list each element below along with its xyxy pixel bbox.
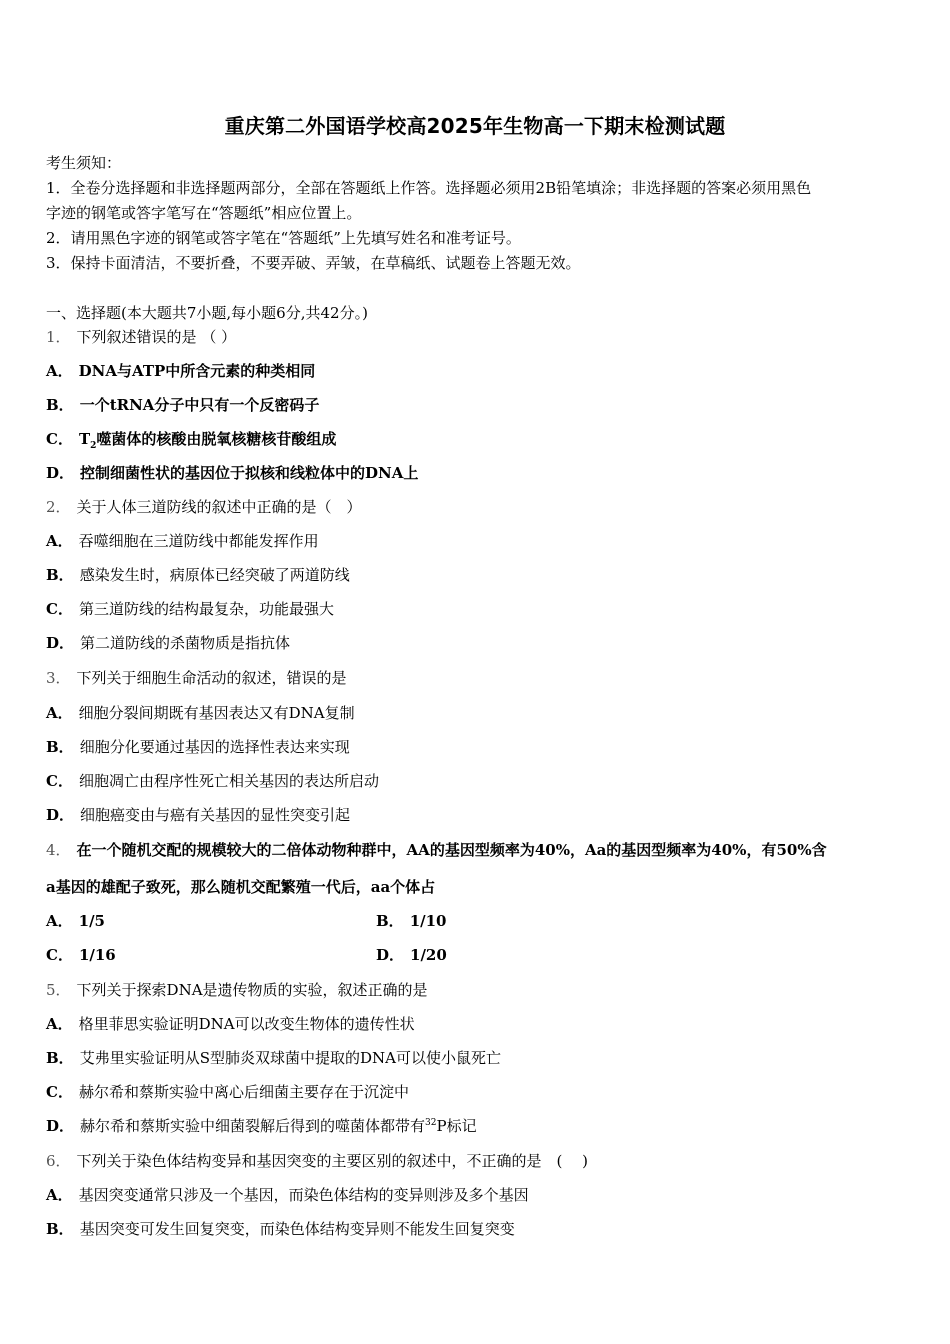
option-text: 第二道防线的杀菌物质是指抗体	[80, 634, 291, 652]
option-text: 感染发生时，病原体已经突破了两道防线	[79, 566, 350, 584]
question-text: 下列关于染色体结构变异和基因突变的主要区别的叙述中，不正确的是 ( )	[76, 1152, 589, 1170]
option	[46, 564, 908, 586]
question-text: 关于人体三道防线的叙述中正确的是（ ）	[76, 498, 362, 516]
option	[46, 394, 908, 416]
option-text: 吞噬细胞在三道防线中都能发挥作用	[78, 532, 319, 550]
option	[46, 360, 908, 382]
option	[46, 736, 908, 758]
section-heading: 一、选择题(本大题共7小题,每小题6分,共42分。)	[46, 304, 368, 322]
option	[46, 530, 908, 552]
option-label: D．	[46, 464, 75, 482]
option-label: A．	[46, 1015, 73, 1033]
option-label: C．	[46, 946, 73, 964]
option	[46, 598, 908, 620]
option-text-post: 噬菌体的核酸由脱氧核糖核苷酸组成	[96, 430, 337, 448]
option-text: 第三道防线的结构最复杂，功能最强大	[78, 600, 334, 618]
option-text-post: P标记	[436, 1117, 477, 1135]
question-stem	[46, 979, 908, 1001]
option-label: A．	[46, 362, 73, 380]
option-label: B．	[46, 566, 74, 584]
option-label: B．	[46, 396, 74, 414]
option-label: C．	[46, 1083, 73, 1101]
option-text: 1/5	[78, 912, 105, 930]
question-stem-continued: a基因的雄配子致死，那么随机交配繁殖一代后，aa个体占	[46, 878, 436, 896]
question-stem	[46, 326, 908, 348]
option-text: 一个tRNA分子中只有一个反密码子	[79, 396, 320, 414]
notice-item: 1．全卷分选择题和非选择题两部分，全部在答题纸上作答。选择题必须用2B铅笔填涂；非选择题的答案必须用黑色	[46, 179, 812, 197]
option-text: DNA与ATP中所含元素的种类相同	[78, 362, 316, 380]
option	[376, 944, 447, 966]
option	[46, 1115, 908, 1137]
option	[46, 702, 908, 724]
option-label: A．	[46, 1186, 73, 1204]
option	[46, 770, 908, 792]
option-row	[46, 944, 908, 966]
question-stem	[46, 1150, 908, 1172]
option-label: B．	[46, 738, 74, 756]
question-number: 1．	[46, 328, 71, 346]
question-number: 5．	[46, 981, 71, 999]
notice-item: 字迹的钢笔或答字笔写在“答题纸”相应位置上。	[46, 204, 362, 222]
option-text: 艾弗里实验证明从S型肺炎双球菌中提取的DNA可以使小鼠死亡	[79, 1049, 501, 1067]
option-text: 格里菲思实验证明DNA可以改变生物体的遗传性状	[78, 1015, 415, 1033]
option-label: D．	[46, 806, 75, 824]
option	[376, 910, 446, 932]
option-subscript: 2	[90, 441, 97, 451]
option-label: C．	[46, 600, 73, 618]
option-label: D．	[46, 1117, 75, 1135]
option	[46, 428, 908, 450]
option-label: C．	[46, 772, 73, 790]
notice-item: 3．保持卡面清洁，不要折叠，不要弄破、弄皱，在草稿纸、试题卷上答题无效。	[46, 254, 581, 272]
option-text-pre: T	[78, 430, 91, 448]
option-label: C．	[46, 430, 73, 448]
option	[46, 462, 908, 484]
option-text: 细胞分裂间期既有基因表达又有DNA复制	[78, 704, 355, 722]
question-stem	[46, 667, 908, 689]
question-number: 3．	[46, 669, 71, 687]
option-label: A．	[46, 912, 73, 930]
question-text: 在一个随机交配的规模较大的二倍体动物种群中，AA的基因型频率为40%，Aa的基因型频率为40%，有50%含	[76, 841, 827, 859]
question-number: 4．	[46, 841, 71, 859]
option-label: B．	[46, 1049, 74, 1067]
question-stem	[46, 839, 908, 861]
page-title: 重庆第二外国语学校高2025年生物高一下期末检测试题	[224, 114, 726, 138]
option-text: 基因突变可发生回复突变，而染色体结构变异则不能发生回复突变	[79, 1220, 515, 1238]
option-label: B．	[46, 1220, 74, 1238]
option	[46, 804, 908, 826]
option-text: 赫尔希和蔡斯实验中离心后细菌主要存在于沉淀中	[78, 1083, 409, 1101]
option-text: 1/16	[78, 946, 116, 964]
option-text: 基因突变通常只涉及一个基因，而染色体结构的变异则涉及多个基因	[78, 1186, 529, 1204]
question-text: 下列叙述错误的是 （ ）	[76, 328, 237, 346]
option-label: B．	[376, 912, 404, 930]
option	[46, 1218, 908, 1240]
option-text: 细胞分化要通过基因的选择性表达来实现	[79, 738, 350, 756]
option-label: A．	[46, 704, 73, 722]
option-text: 控制细菌性状的基因位于拟核和线粒体中的DNA上	[80, 464, 419, 482]
question-number: 6．	[46, 1152, 71, 1170]
notice-item: 2．请用黑色字迹的钢笔或答字笔在“答题纸”上先填写姓名和准考证号。	[46, 229, 521, 247]
question-number: 2．	[46, 498, 71, 516]
question-text: 下列关于细胞生命活动的叙述，错误的是	[76, 669, 347, 687]
option-text: 细胞凋亡由程序性死亡相关基因的表达所启动	[78, 772, 379, 790]
question-stem	[46, 496, 908, 518]
option-label: D．	[46, 634, 75, 652]
option-text: 1/10	[409, 912, 447, 930]
option	[46, 1184, 908, 1206]
option-text: 细胞癌变由与癌有关基因的显性突变引起	[80, 806, 351, 824]
option	[46, 1013, 908, 1035]
option	[46, 632, 908, 654]
question-text: 下列关于探索DNA是遗传物质的实验，叙述正确的是	[76, 981, 428, 999]
notice-heading: 考生须知：	[46, 154, 122, 172]
option-text-pre: 赫尔希和蔡斯实验中细菌裂解后得到的噬菌体都带有	[80, 1117, 426, 1135]
option	[46, 1047, 908, 1069]
option-label: D．	[376, 946, 405, 964]
option	[46, 1081, 908, 1103]
option-text: 1/20	[410, 946, 447, 964]
option-superscript: 32	[425, 1118, 437, 1128]
option-row	[46, 910, 908, 932]
option-label: A．	[46, 532, 73, 550]
